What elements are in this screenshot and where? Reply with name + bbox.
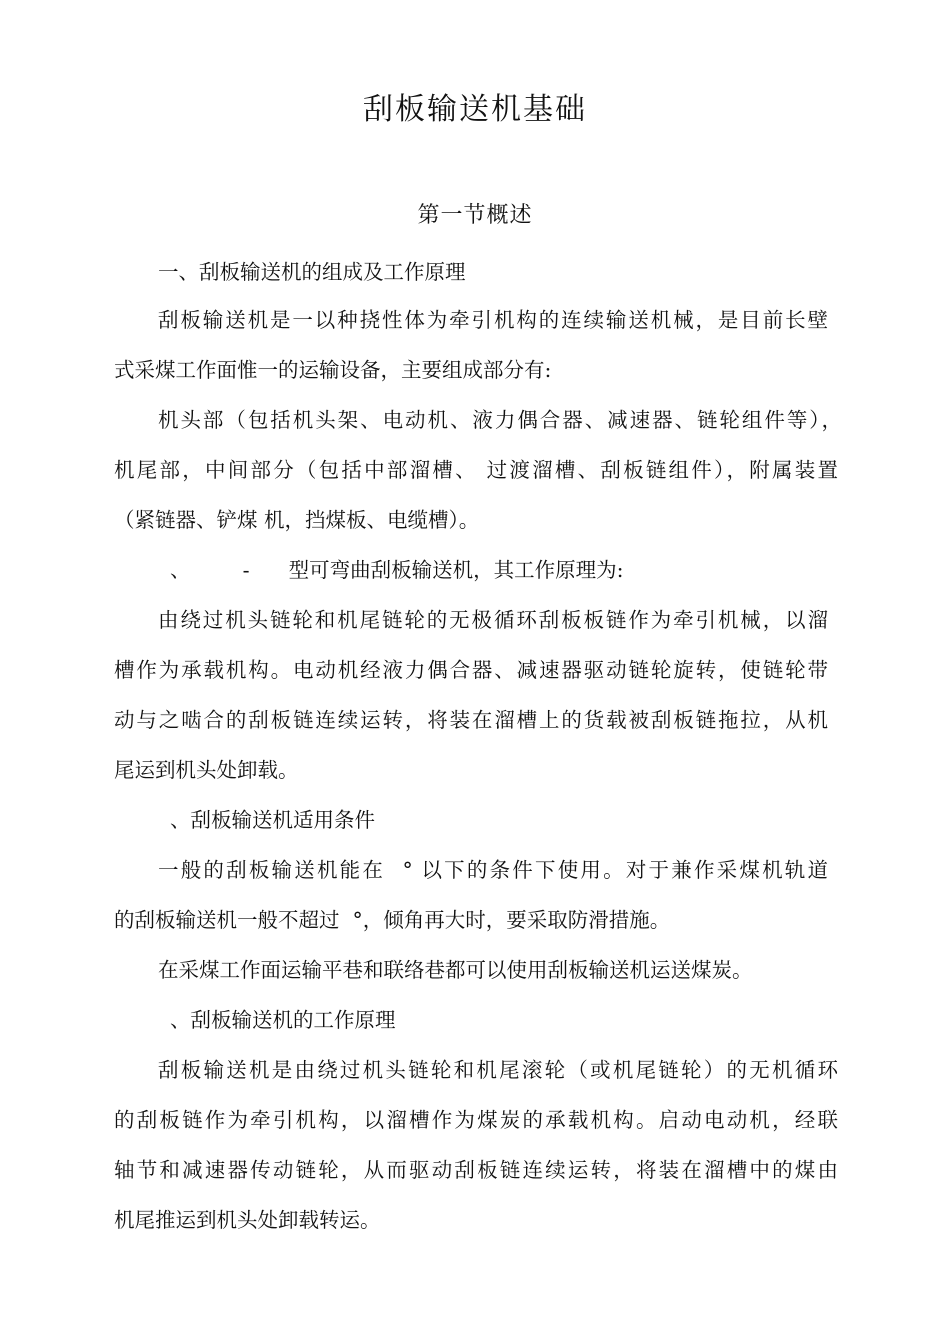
paragraph-line: 一般的刮板输送机能在 ° 以下的条件下使用。对于兼作采煤机轨道 [158,858,828,882]
document-title: 刮板输送机基础 [363,92,587,127]
paragraph-line: 在采煤工作面运输平巷和联络巷都可以使用刮板输送机运送煤炭。 [158,958,753,982]
subheading-composition: 一、刮板输送机的组成及工作原理 [158,260,466,284]
paragraph-line: 轴节和减速器传动链轮，从而驱动刮板链连续运转，将装在溜槽中的煤由 [114,1158,838,1182]
paragraph-line: 式采煤工作面惟一的运输设备，主要组成部分有: [114,358,552,382]
paragraph-line: 刮板输送机是由绕过机头链轮和机尾滚轮（或机尾链轮）的无机循环 [158,1058,838,1082]
subheading-conditions: 、刮板输送机适用条件 [170,808,375,832]
subheading-model: 、 - 型可弯曲刮板输送机，其工作原理为: [170,558,624,582]
paragraph-line: 机尾推运到机头处卸载转运。 [114,1208,381,1232]
paragraph-line: 的刮板输送机一般不超过 °，倾角再大时，要采取防滑措施。 [114,908,671,932]
paragraph-line: （紧链器、铲煤 机，挡煤板、电缆槽）。 [114,508,480,532]
paragraph-line: 尾运到机头处卸载。 [114,758,299,782]
paragraph-line: 槽作为承载机构。电动机经液力偶合器、减速器驱动链轮旋转，使链轮带 [114,658,828,682]
paragraph-line: 刮板输送机是一以种挠性体为牵引机构的连续输送机械，是目前长壁 [158,308,828,332]
paragraph-line: 机头部（包括机头架、电动机、液力偶合器、减速器、链轮组件等）， [158,408,842,432]
paragraph-line: 机尾部，中间部分（包括中部溜槽、 过渡溜槽、刮板链组件），附属装置 [114,458,838,482]
section-heading: 第一节概述 [417,203,533,228]
paragraph-line: 动与之啮合的刮板链连续运转，将装在溜槽上的货载被刮板链拖拉，从机 [114,708,828,732]
paragraph-line: 由绕过机头链轮和机尾链轮的无极循环刮板板链作为牵引机械，以溜 [158,608,828,632]
subheading-principle: 、刮板输送机的工作原理 [170,1008,396,1032]
paragraph-line: 的刮板链作为牵引机构，以溜槽作为煤炭的承载机构。启动电动机，经联 [114,1108,838,1132]
